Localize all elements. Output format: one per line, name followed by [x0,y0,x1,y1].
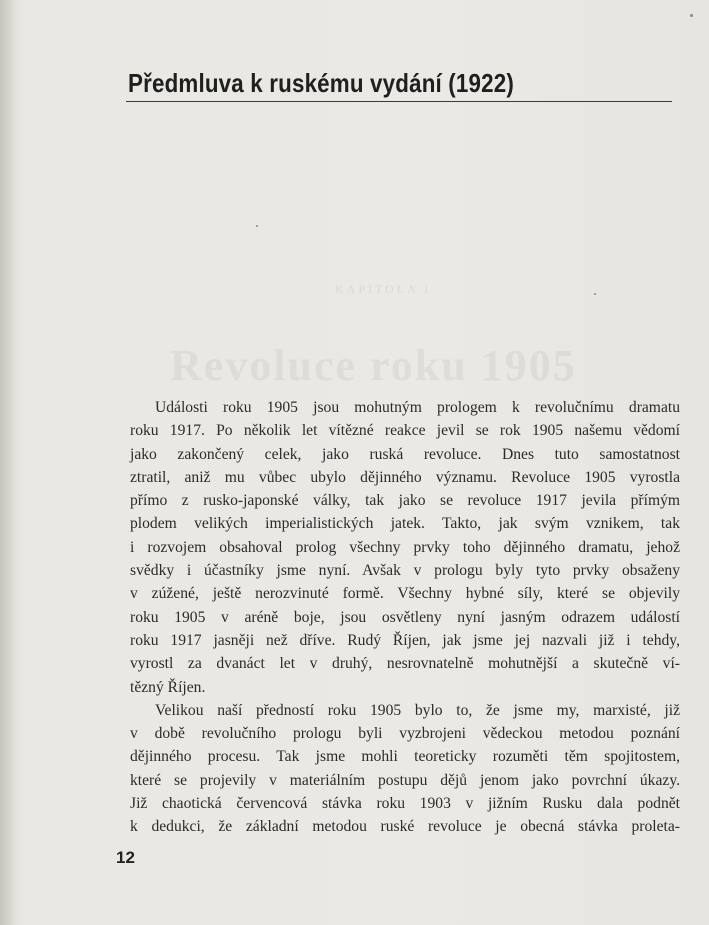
text-line: k dedukci, že základní metodou ruské revoluce je obecná stávka proleta- [130,818,680,836]
text-line: roku 1917. Po několik let vítězné reakce jevil se rok 1905 našemu vědomí [130,422,680,440]
text-line: které se projevily v materiálním postupu dějů jenom jako povrchní úkazy. [130,771,680,789]
page-gutter-shadow [0,0,16,925]
text-line: plodem velikých imperialistických jatek. Takto, jak svým vznikem, tak [130,515,680,533]
paper-speck [594,293,596,295]
text-line: dějinného procesu. Tak jsme mohli teoreticky rozuměti těm spojitostem, [130,748,680,766]
paper-speck [690,14,693,17]
text-line: ztratil, aniž mu vůbec ubylo dějinného významu. Revoluce 1905 vyrostla [130,468,680,486]
text-line: přímo z rusko-japonské války, tak jako se revoluce 1917 jevila přímým [130,492,680,510]
text-line: roku 1917 jasněji než dříve. Rudý Říjen, jak jsme jej nazvali již i tehdy, [130,631,680,649]
page-number: 12 [116,848,135,867]
bleed-through-heading-small: KAPITOLA I [335,282,432,296]
text-line: v zúžené, ještě nerozvinuté formě. Všechny hybné síly, které se objevily [130,585,680,603]
text-line: Události roku 1905 jsou mohutným prologem k revolučnímu dramatu [155,399,680,416]
text-line: Již chaotická červencová stávka roku 1903 v jižním Rusku dala podnět [130,795,680,813]
text-line: svědky i účastníky jsme nyní. Avšak v prologu byly tyto prvky obsaženy [130,562,680,580]
text-line: roku 1905 v aréně boje, jsou osvětleny nyní jasným odrazem událostí [130,608,680,626]
body-text [130,396,680,839]
title-underline [126,101,672,102]
chapter-title: Předmluva k ruskému vydání (1922) [128,68,514,98]
bleed-through-heading: Revoluce roku 1905 [170,341,577,390]
text-line: v době revolučního prologu byli vyzbrojeni vědeckou metodou poznání [130,725,680,743]
text-line: vyrostl za dvanáct let v druhý, nesrovnatelně mohutnější a skutečně ví- [130,655,680,673]
text-line: i rozvojem obsahoval prolog všechny prvky toho dějinného dramatu, jehož [130,538,680,556]
paper-speck [256,225,258,227]
text-line: jako zakončený celek, jako ruská revoluce. Dnes tuto samostatnost [130,445,680,463]
text-line: tězný Říjen. [130,678,206,696]
text-line: Velikou naší předností roku 1905 bylo to, že jsme my, marxisté, již [155,701,680,719]
